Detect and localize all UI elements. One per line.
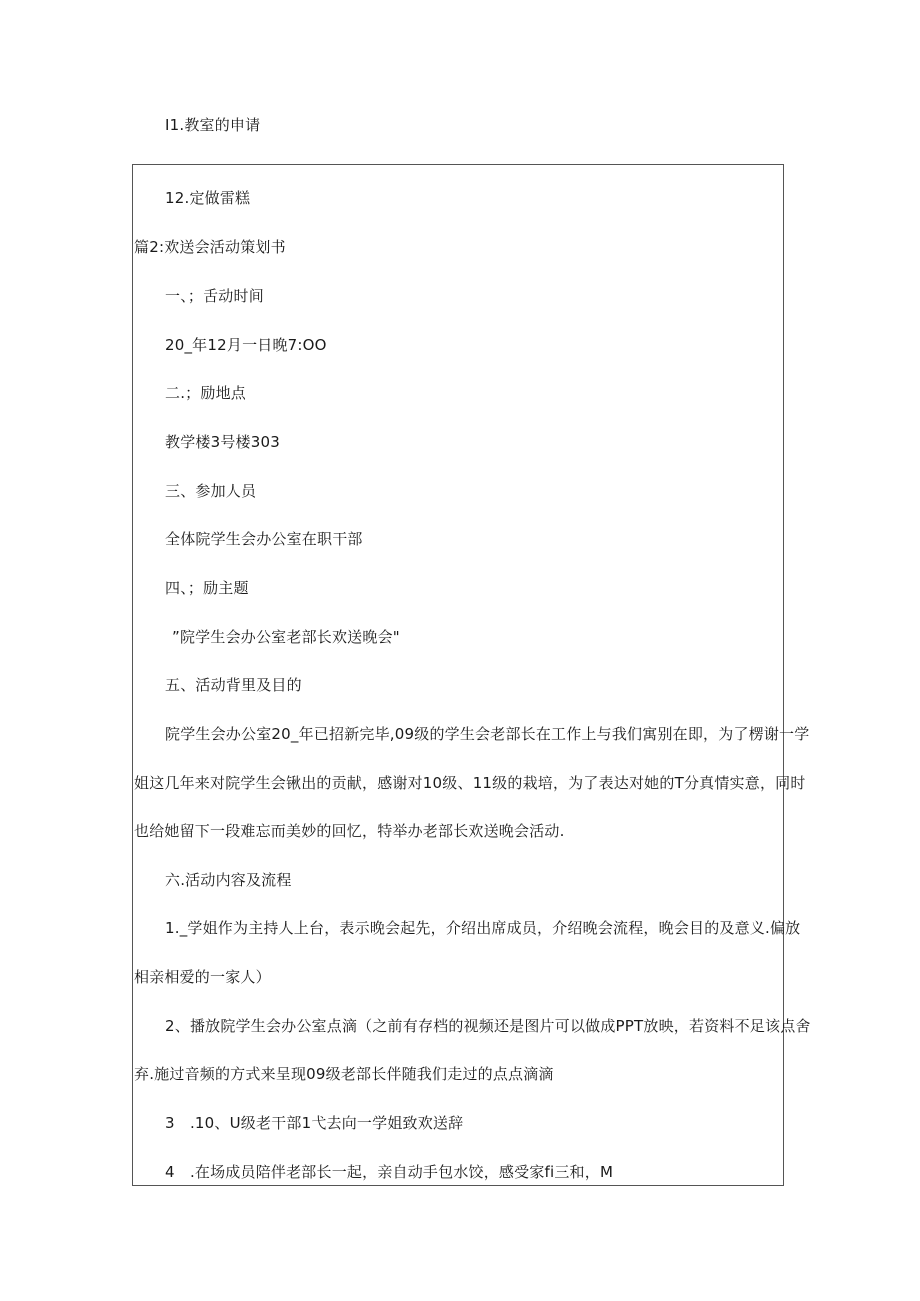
heading-background: 五、活动背里及目的 — [165, 676, 302, 694]
heading-content-flow: 六.活动内容及流程 — [165, 871, 292, 889]
location-value: 教学楼3号楼303 — [165, 433, 280, 451]
item-12-text: 12.定做雷糕 — [165, 189, 251, 207]
background-paragraph-line-3: 也给她留下一段难忘而美妙的回忆，特举办老部长欢送晚会活动. — [134, 822, 565, 840]
heading-theme: 四、；励主题 — [165, 579, 249, 597]
heading-participants: 三、参加人员 — [165, 482, 257, 500]
background-paragraph-line-1: 院学生会办公室20_年已招新完毕,09级的学生会老部长在工作上与我们寓别在即，为了楞谢一学 — [165, 725, 810, 743]
background-paragraph-line-2: 姐这几年来对院学生会锹出的贡献，感谢对10级、11级的栽培，为了表达对她的T分真情实意，同时 — [134, 774, 806, 792]
time-value: 20_年12月一日晚7:OO — [165, 336, 327, 354]
participants-value: 全体院学生会办公室在职干部 — [165, 530, 363, 548]
section-title: 篇2:欢送会活动策划书 — [134, 238, 286, 256]
flow-item-3: 3 .10、U级老干部1弋去向一学姐致欢送辞 — [165, 1114, 464, 1132]
flow-item-4: 4 .在场成员陪伴老部长一起，亲自动手包水饺，感受家fi三和，M — [165, 1163, 614, 1181]
theme-value: ”院学生会办公室老部长欢送晚会" — [172, 628, 400, 646]
flow-item-1-line-1: 1._学姐作为主持人上台，表示晚会起先，介绍出席成员，介绍晚会流程，晚会目的及意义.偏放 — [165, 919, 801, 937]
heading-location: 二.；励地点 — [165, 384, 246, 402]
heading-time: 一、；舌动时间 — [165, 287, 264, 305]
item-11-text: I1.教室的申请 — [165, 116, 261, 134]
flow-item-2-line-2: 弃.施过音频的方式来呈现09级老部长伴随我们走过的点点滴滴 — [134, 1065, 554, 1083]
flow-item-2-line-1: 2、播放院学生会办公室点滴（之前有存档的视频还是图片可以做成PPT放映，若资料不足该点舍 — [165, 1017, 811, 1035]
flow-item-1-line-2: 相亲相爱的一家人） — [134, 968, 271, 986]
